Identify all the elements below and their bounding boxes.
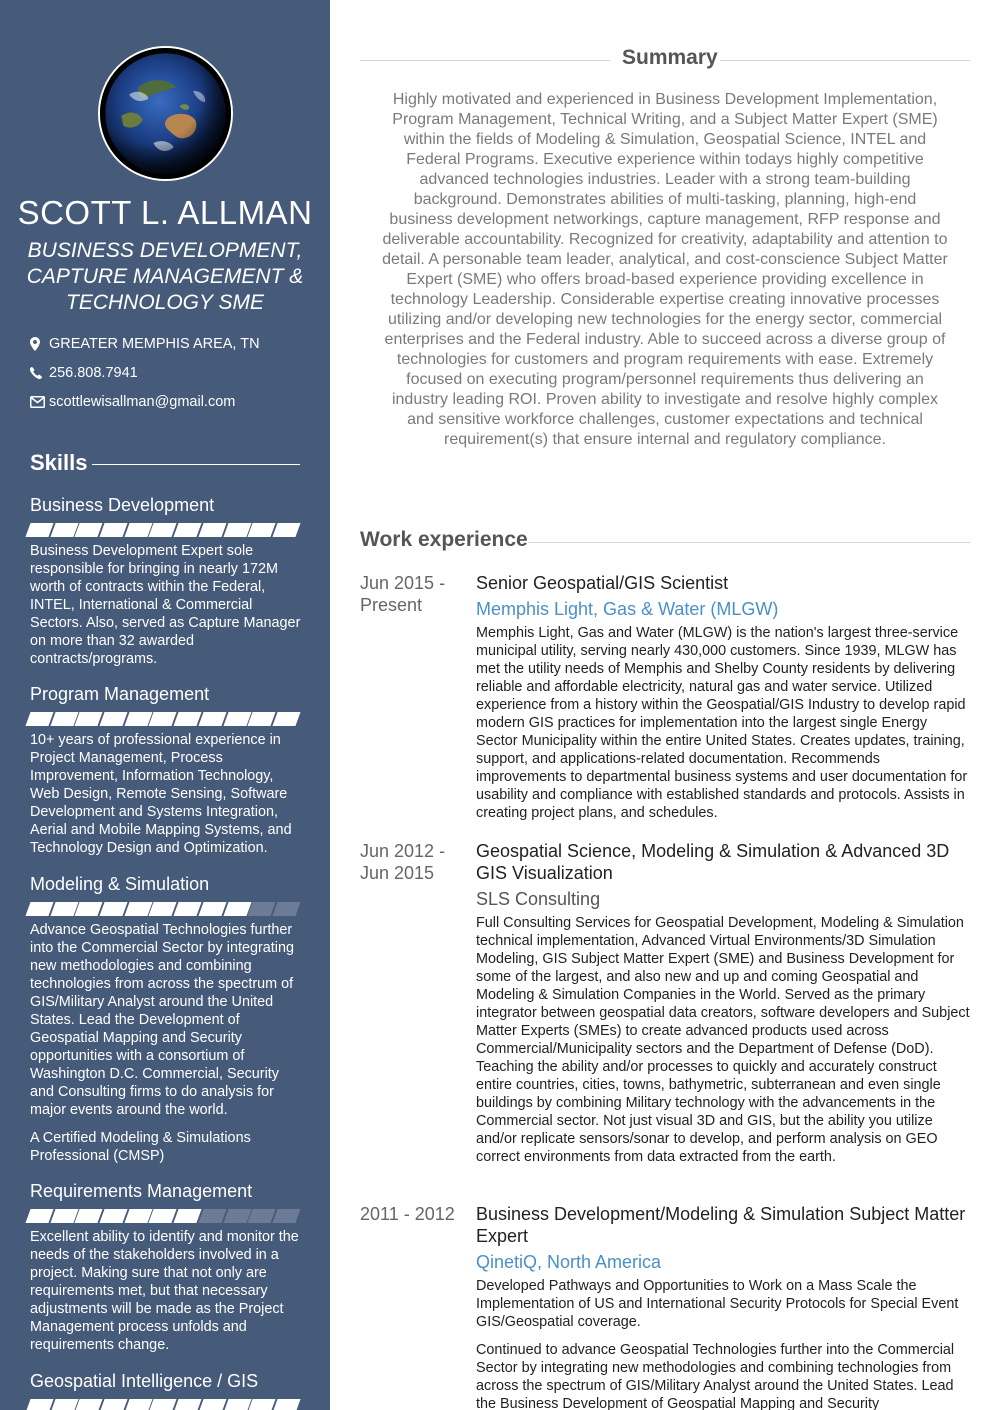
skill-level-segment (25, 902, 53, 916)
skill-level-segment (223, 1209, 251, 1223)
skill-level-segment (272, 1209, 300, 1223)
job-title: Geospatial Science, Modeling & Simulation & Advanced 3D GIS Visualization (476, 841, 950, 883)
skill-name: Business Development (30, 495, 215, 515)
skill-level-bar (28, 902, 302, 916)
skill-level-segment (248, 523, 276, 537)
skills-divider (92, 464, 300, 465)
skill-level-bar (28, 523, 302, 537)
contact-email (30, 391, 235, 413)
skill-description: 10+ years of professional experience in Project Management, Process Improvement, Information Technology, Web Design, Remote Sensing, Software Development and Systems Integration, Aerial and Mobile Mapping Systems, and Technology Design and Optimization. (30, 732, 292, 856)
skill-level-segment (149, 1209, 177, 1223)
job-dates: 2011 - 2012 (360, 1204, 455, 1224)
job-description: Continued to advance Geospatial Technologies further into the Commercial Sector by integrating new methodologies and combining technologies from across the spectrum of GIS/Military Analyst around the United States. Lead the Business Development of Geospatial Mapping and Security (476, 1342, 955, 1410)
skill-name: Modeling & Simulation (30, 874, 210, 894)
skill-level-segment (248, 1209, 276, 1223)
location-text: GREATER MEMPHIS AREA, TN (49, 336, 260, 352)
job-dates: Jun 2015 - Present (360, 573, 446, 615)
skill-level-segment (272, 1399, 300, 1410)
skill-level-segment (174, 1209, 202, 1223)
job-body (476, 572, 970, 822)
skill-level-bar (28, 712, 302, 726)
skill-level-segment (248, 902, 276, 916)
skill-level-segment (198, 712, 226, 726)
skill-level-segment (100, 1209, 128, 1223)
skill-level-segment (75, 712, 103, 726)
skill-level-segment (248, 712, 276, 726)
skill-level-segment (149, 1399, 177, 1410)
email-link[interactable]: scottlewisallman@gmail.com (49, 394, 236, 410)
contact-phone (30, 362, 138, 384)
skill-level-segment (75, 902, 103, 916)
skill-level-segment (223, 523, 251, 537)
skill-level-segment (174, 902, 202, 916)
contact-location (30, 333, 260, 355)
skill-level-segment (272, 712, 300, 726)
skill-name: Requirements Management (30, 1181, 253, 1201)
summary-heading: Summary (622, 46, 718, 69)
main-content (360, 0, 970, 1410)
earth-photo (100, 48, 231, 179)
job-company-link[interactable]: Memphis Light, Gas & Water (MLGW) (476, 599, 779, 619)
skill-description: Business Development Expert sole responsible for bringing in nearly 172M worth of contracts within the Federal, INTEL, International & Commercial Sectors. Also, served as Capture Manager on more than 32 awarded contracts/programs. (30, 543, 301, 667)
summary-text: Highly motivated and experienced in Business Development Implementation, Program Management, Technical Writing, and a Subject Matter Expert (SME) within the fields of Modeling & Simulation, Geospatial Science, INTEL and Federal Programs. Executive experience within todays highly competitive advanced technologies industries. Leader with a strong team-building background. Demonstrates abilities of multi-tasking, planning, high-end business development networkings, capture management, RFP response and deliverable accountability. Recognized for creativity, adaptability and attention to detail. A personable team leader, analytical, and cost-conscience Subject Matter Expert (SME) who offers broad-based experience providing excellence in technology Leadership. Considerable expertise creating innovative processes utilizing and/or developing new technologies for the energy sector, commercial enterprises and the Federal industry. Able to succeed across a diverse group of technologies for customers and program requirements with ease. Extremely focused on executing program/personnel requirements thus delivering an industry leading ROI. Proven ability to investigate and resolve highly complex and sensitive workforce challenges, customer expectations and technical requirement(s) that ensure internal and regulatory compliance. (382, 91, 948, 448)
job-title: Business Development/Modeling & Simulation Subject Matter Expert (476, 1204, 966, 1246)
skill-level-bar (28, 1399, 302, 1410)
skill-level-segment (223, 712, 251, 726)
summary-section-header (360, 46, 970, 76)
skill-level-segment (198, 1209, 226, 1223)
skill-level-segment (149, 712, 177, 726)
skill-description: Excellent ability to identify and monitor the needs of the stakeholders involved in a project. Making sure that not only are requirements met, but that necessary adjustments will be made as the Project Management process unfolds and requirements change. (30, 1229, 299, 1353)
phone-text: 256.808.7941 (49, 365, 138, 381)
job-company: SLS Consulting (476, 889, 601, 909)
skill-level-segment (100, 523, 128, 537)
skill-level-segment (25, 712, 53, 726)
skill-level-segment (100, 902, 128, 916)
skill-level-segment (124, 1399, 152, 1410)
envelope-icon (30, 394, 49, 410)
work-heading: Work experience (360, 528, 528, 551)
skill-name: Geospatial Intelligence / GIS (30, 1371, 259, 1391)
skill-level-bar (28, 1209, 302, 1223)
skill-level-segment (100, 1399, 128, 1410)
skill-level-segment (25, 1399, 53, 1410)
skill-name: Program Management (30, 684, 210, 704)
skills-heading: Skills (30, 450, 88, 475)
skill-program-management (30, 683, 302, 857)
skill-level-segment (75, 1399, 103, 1410)
job-company-link[interactable]: QinetiQ, North America (476, 1252, 662, 1272)
skill-level-segment (198, 523, 226, 537)
skill-certification: A Certified Modeling & Simulations Professional (CMSP) (30, 1130, 251, 1164)
job-body (476, 1203, 970, 1410)
candidate-name: SCOTT L. ALLMAN (17, 194, 313, 231)
skill-level-segment (25, 523, 53, 537)
skill-level-segment (248, 1399, 276, 1410)
avatar (98, 46, 233, 181)
skill-level-segment (100, 712, 128, 726)
skill-business-development (30, 494, 302, 668)
job-title: Senior Geospatial/GIS Scientist (476, 573, 729, 593)
sidebar (0, 0, 330, 1410)
summary-rule-right (720, 60, 970, 61)
skill-level-segment (149, 523, 177, 537)
job-dates: Jun 2012 - Jun 2015 (360, 841, 446, 883)
skill-level-segment (223, 902, 251, 916)
skill-level-segment (198, 1399, 226, 1410)
skill-level-segment (75, 1209, 103, 1223)
skill-level-segment (198, 902, 226, 916)
skill-level-segment (75, 523, 103, 537)
summary-rule-left (360, 60, 610, 61)
map-pin-icon (30, 336, 49, 352)
job-body (476, 840, 970, 1166)
skill-level-segment (174, 523, 202, 537)
work-section-header (360, 528, 970, 558)
skill-level-segment (25, 1209, 53, 1223)
job-description: Developed Pathways and Opportunities to Work on a Mass Scale the Implementation of US and International Security Protocols for Special Event GIS/Geospatial coverage. (476, 1278, 959, 1330)
skill-level-segment (174, 712, 202, 726)
skill-level-segment (174, 1399, 202, 1410)
skill-modeling-simulation (30, 873, 302, 1165)
job-description: Memphis Light, Gas and Water (MLGW) is the nation's largest three-service municipal utility, serving nearly 430,000 customers. Since 1939, MLGW has met the utility needs of Memphis and Shelby County residents by delivering reliable and affordable electricity, natural gas and water service. Utilized experience from a history within the Geospatial/GIS Industry to develop rapid modern GIS practices for implementation into the largest single Energy Sector Municipality within the entire United States. Creates updates, training, support, and applications-related documentation. Recommends improvements to departmental business systems and user documentation for usability and compliance with established standards and protocols. Assists in creating project plans, and schedules. (476, 625, 968, 821)
skill-level-segment (149, 902, 177, 916)
candidate-headline: BUSINESS DEVELOPMENT, CAPTURE MANAGEMENT & TECHNOLOGY SME (26, 239, 304, 314)
phone-icon (30, 365, 49, 381)
skill-level-segment (272, 902, 300, 916)
skill-requirements-management (30, 1180, 302, 1354)
work-rule (520, 542, 970, 543)
skill-description: Advance Geospatial Technologies further into the Commercial Sector by integrating new methodologies and combining technologies from across the spectrum of GIS/Military Analyst around the United States. Lead the Development of Geospatial Mapping and Security opportunities with a consortium of Washington D.C. Commercial, Security and Consulting firms to do analysis for major events around the world. (30, 922, 294, 1118)
skill-geospatial-intelligence (30, 1370, 302, 1410)
job-description: Full Consulting Services for Geospatial Development, Modeling & Simulation technical implementation, Advanced Virtual Environments/3D Simulation Modeling, GIS Subject Matter Expert (SME) and Business Development for some of the largest, and also new and up and coming Geospatial and Modeling & Simulation Companies in the World. Served as the primary integrator between geospatial data creators, software developers and Subject Matter Experts (SMEs) to create advanced products used across Commercial/Municipality sectors and the Department of Defense (DoD). Teaching the ability and/or processes to quickly and accurately construct entire countries, cities, towns, bathymetric, subterranean and even single buildings by combining Military technology with the advancements in the Commercial sector. Not just visual 3D and GIS, but the ability you utilize and/or replicate sensors/sonar to develop, and perform analysis on GEO correct environments from data extracted from the earth. (476, 915, 970, 1165)
skill-level-segment (50, 1399, 78, 1410)
skill-level-segment (223, 1399, 251, 1410)
skill-level-segment (272, 523, 300, 537)
